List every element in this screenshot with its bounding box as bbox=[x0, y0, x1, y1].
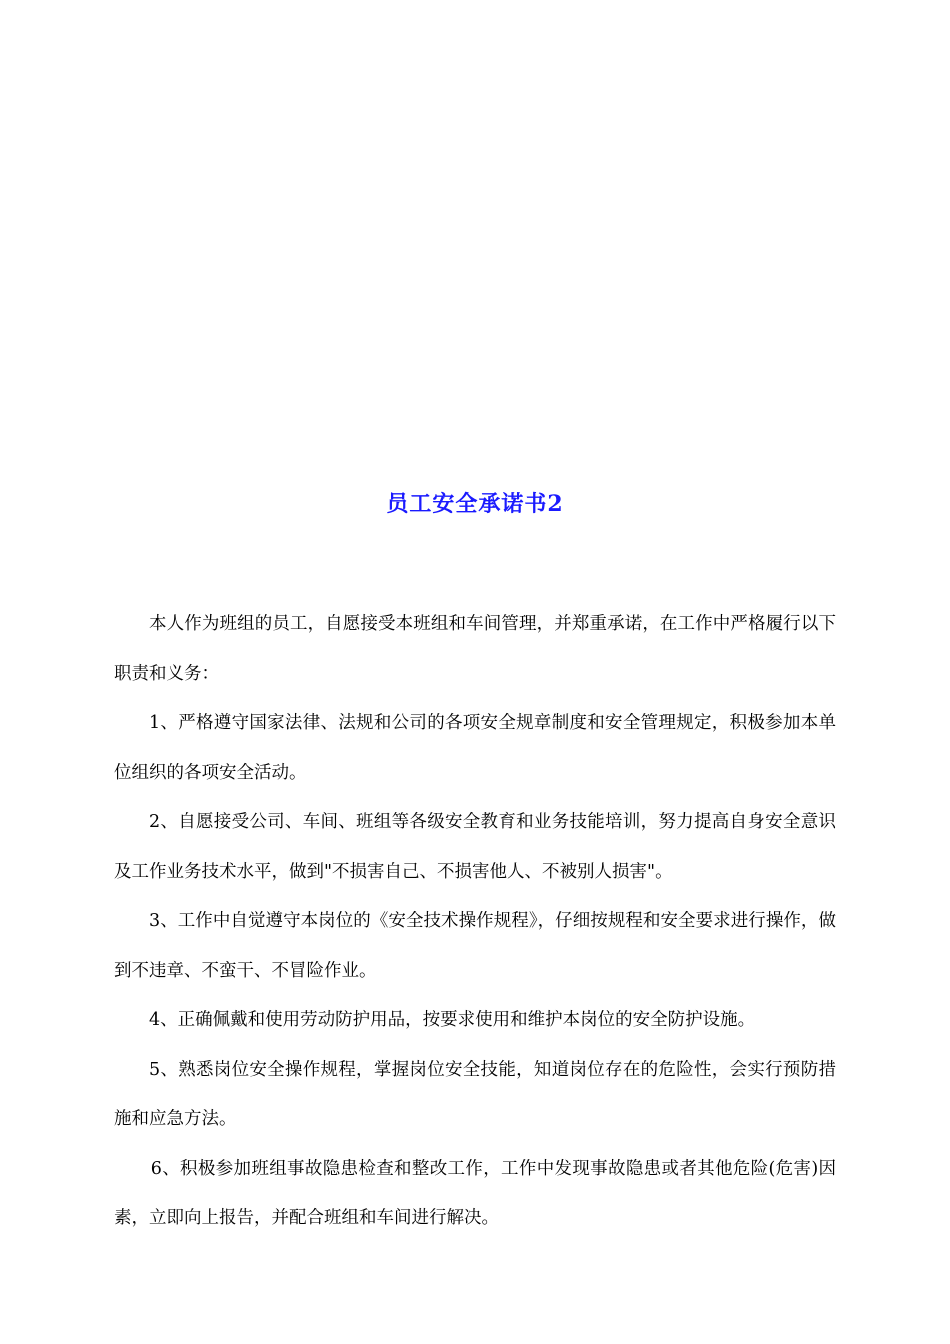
commitment-item-5: 5、熟悉岗位安全操作规程，掌握岗位安全技能，知道岗位存在的危险性，会实行预防措施和应急方法。 bbox=[114, 1059, 836, 1129]
commitment-item-6: 6、积极参加班组事故隐患检查和整改工作，工作中发现事故隐患或者其他危险(危害)因素，立即向上报告，并配合班组和车间进行解决。 bbox=[114, 1158, 836, 1228]
commitment-item-4: 4、正确佩戴和使用劳动防护用品，按要求使用和维护本岗位的安全防护设施。 bbox=[149, 1010, 756, 1030]
document-body bbox=[114, 600, 836, 1244]
document-title: 员工安全承诺书2 bbox=[386, 491, 564, 517]
commitment-item-1: 1、严格遵守国家法律、法规和公司的各项安全规章制度和安全管理规定，积极参加本单位组织的各项安全活动。 bbox=[114, 713, 836, 783]
commitment-item-2: 2、自愿接受公司、车间、班组等各级安全教育和业务技能培训，努力提高自身安全意识及工作业务技术水平，做到"不损害自己、不损害他人、不被别人损害"。 bbox=[114, 812, 836, 882]
intro-paragraph: 本人作为班组的员工，自愿接受本班组和车间管理，并郑重承诺，在工作中严格履行以下职责和义务： bbox=[114, 614, 836, 684]
commitment-item-3: 3、工作中自觉遵守本岗位的《安全技术操作规程》，仔细按规程和安全要求进行操作，做到不违章、不蛮干、不冒险作业。 bbox=[114, 911, 836, 981]
